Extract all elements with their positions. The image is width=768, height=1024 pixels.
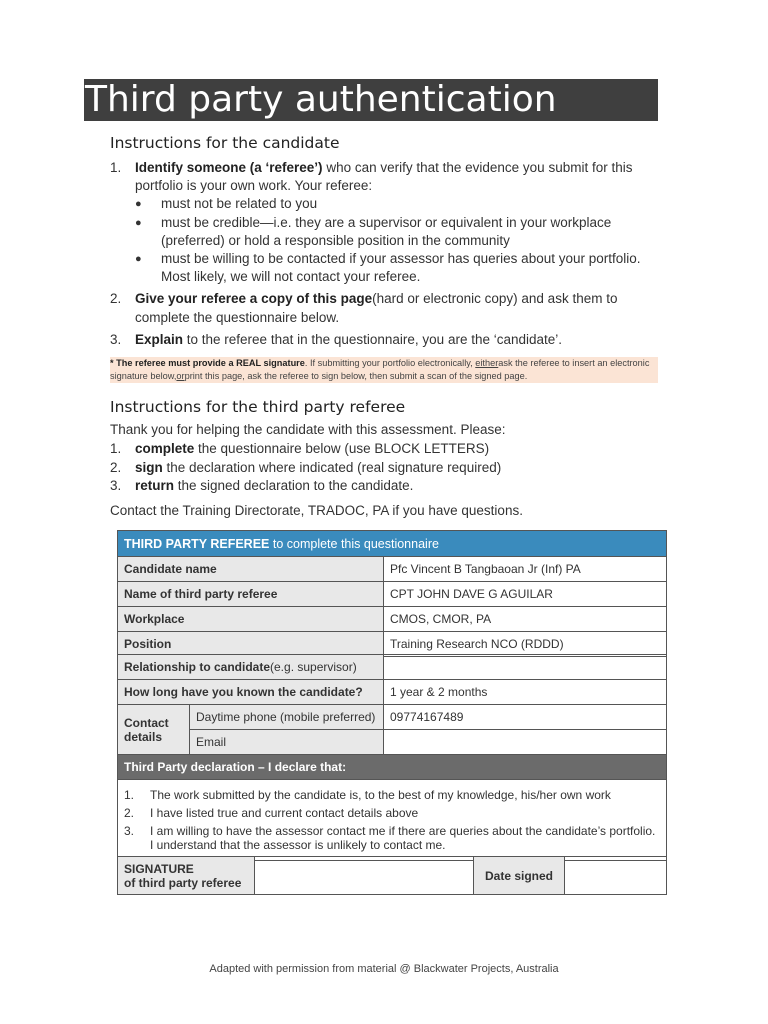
step-item: 2. sign the declaration where indicated (real signature required) xyxy=(110,459,502,475)
candidate-instructions-list xyxy=(110,159,658,349)
referee-name-label: Name of third party referee xyxy=(118,582,384,607)
bullet-item: ● must be credible—i.e. they are a supervisor or equivalent in your workplace (preferred) or hold a responsible position in the community xyxy=(135,214,612,248)
bullet-item: ● must be willing to be contacted if your assessor has queries about your portfolio. Most likely, we will not contact your referee. xyxy=(135,251,641,285)
referee-contact-table xyxy=(117,654,667,861)
footer-credit: Adapted with permission from material @ Blackwater Projects, Australia xyxy=(209,963,559,975)
position-label: Position xyxy=(118,632,384,657)
item-bold: Identify someone (a ‘referee’) xyxy=(135,160,323,175)
candidate-name-label: Candidate name xyxy=(118,557,384,582)
candidate-name-field[interactable]: Pfc Vincent B Tangbaoan Jr (Inf) PA xyxy=(384,557,667,582)
questionnaire-header: THIRD PARTY REFEREE to complete this questionnaire xyxy=(118,531,667,557)
step-item: 3. return the signed declaration to the candidate. xyxy=(110,478,414,493)
workplace-field[interactable]: CMOS, CMOR, PA xyxy=(384,607,667,632)
position-field[interactable]: Training Research NCO (RDDD) xyxy=(384,632,667,657)
instruction-item-2 xyxy=(110,290,658,326)
referee-instructions-heading: Instructions for the third party referee xyxy=(110,398,406,416)
item-bold: Give your referee a copy of this page xyxy=(135,291,373,307)
referee-name-field[interactable]: CPT JOHN DAVE G AGUILAR xyxy=(384,582,667,607)
declaration-item: 2. I have listed true and current contact details above xyxy=(124,806,419,820)
date-signed-field[interactable] xyxy=(565,857,667,895)
known-duration-label: How long have you known the candidate? xyxy=(118,680,384,705)
daytime-phone-label: Daytime phone (mobile preferred) xyxy=(190,705,384,730)
declaration-item: 1. The work submitted by the candidate is, to the best of my knowledge, his/her own work xyxy=(124,788,611,802)
email-label: Email xyxy=(190,730,384,755)
item-bold: Explain xyxy=(135,331,184,347)
bullet-icon: ● xyxy=(135,216,142,229)
declaration-header: Third Party declaration – I declare that: xyxy=(118,755,667,780)
date-signed-label: Date signed xyxy=(474,857,565,895)
item-text: who can verify that the evidence you submit for this portfolio is your own work. Your referee: xyxy=(135,160,633,194)
item-number: 3. xyxy=(110,331,122,347)
referee-intro: Thank you for helping the candidate with this assessment. Please: xyxy=(110,422,506,437)
instruction-item-3 xyxy=(110,331,658,349)
contact-details-label: Contact details xyxy=(118,705,190,755)
instruction-item-1 xyxy=(110,159,658,195)
signature-table xyxy=(117,856,667,895)
step-item: 1. complete the questionnaire below (use BLOCK LETTERS) xyxy=(110,441,490,456)
signature-label: SIGNATURE of third party referee xyxy=(118,857,255,895)
email-field[interactable] xyxy=(384,730,667,755)
signature-field[interactable] xyxy=(255,857,474,895)
item-text: to the referee that in the questionnaire, you are the ‘candidate’. xyxy=(183,331,563,347)
daytime-phone-field[interactable]: 09774167489 xyxy=(384,705,667,730)
item-number: 2. xyxy=(110,291,122,307)
declaration-list xyxy=(118,780,667,861)
contact-note: Contact the Training Directorate, TRADOC, PA if you have questions. xyxy=(110,503,523,518)
relationship-field[interactable] xyxy=(384,655,667,680)
relationship-label: Relationship to candidate(e.g. supervisor) xyxy=(118,655,384,680)
candidate-instructions-heading: Instructions for the candidate xyxy=(110,134,340,152)
bullet-icon: ● xyxy=(135,253,142,266)
bullet-icon: ● xyxy=(135,198,142,211)
signature-note: * The referee must provide a REAL signature. If submitting your portfolio electronically, eitherask the referee to insert an electronic signature below,orprint this page, ask the referee to sign below, then submit a scan of the signed page. xyxy=(110,357,658,383)
workplace-label: Workplace xyxy=(118,607,384,632)
item-text: (hard or electronic copy) and ask them to complete the questionnaire below. xyxy=(135,291,618,325)
bullet-item: ● must not be related to you xyxy=(135,195,658,213)
item-number: 1. xyxy=(110,160,122,175)
known-duration-field[interactable]: 1 year & 2 months xyxy=(384,680,667,705)
referee-questionnaire xyxy=(117,530,667,657)
page-title: Third party authentication xyxy=(84,79,658,121)
declaration-item: 3. I am willing to have the assessor contact me if there are queries about the candidate’s portfolio. I understand that the assessor is unlikely to contact me. xyxy=(124,824,656,852)
referee-steps xyxy=(110,440,501,496)
